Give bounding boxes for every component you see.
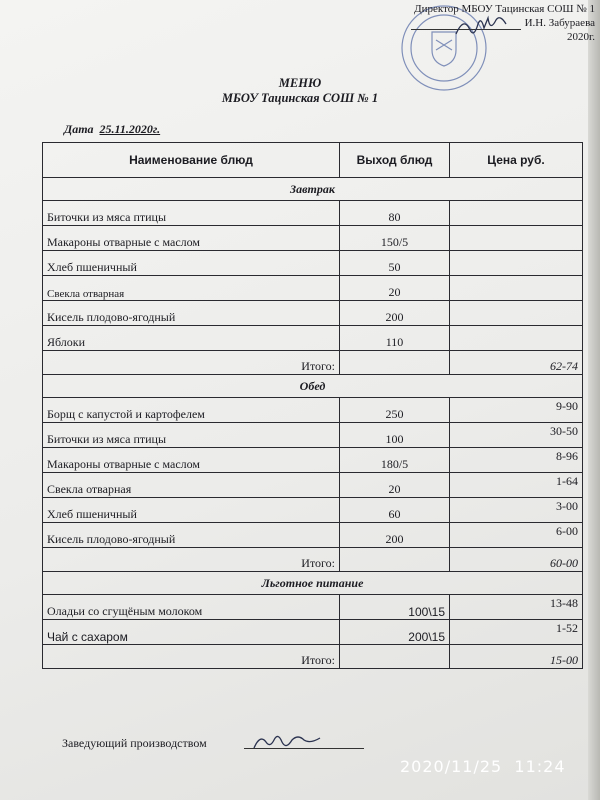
dish-qty: 60 [340, 498, 450, 523]
dish-price: 9-90 [450, 398, 583, 423]
dish-qty: 200\15 [340, 620, 450, 645]
date-value: 25.11.2020г. [99, 122, 161, 136]
total-value: 60-00 [450, 548, 583, 572]
dish-name: Свекла отварная [43, 473, 340, 498]
section-title: Обед [43, 375, 583, 398]
menu-table [42, 142, 583, 669]
section-row-lunch [43, 375, 583, 398]
dish-price [450, 201, 583, 226]
section-row-breakfast [43, 178, 583, 201]
manager-signature-icon [250, 732, 330, 754]
table-row [43, 251, 583, 276]
dish-qty: 180/5 [340, 448, 450, 473]
dish-price: 13-48 [450, 595, 583, 620]
director-signature-icon [452, 14, 512, 42]
dish-price: 6-00 [450, 523, 583, 548]
dish-name: Макароны отварные с маслом [43, 448, 340, 473]
date-label: Дата [64, 122, 94, 136]
dish-qty: 150/5 [340, 226, 450, 251]
footer-label: Заведующий производством [62, 736, 207, 750]
dish-name: Кисель плодово-ягодный [43, 523, 340, 548]
approval-director: Директор МБОУ Тацинская СОШ № 1 [414, 3, 595, 15]
section-title: Льготное питание [43, 572, 583, 595]
photo-timestamp: 2020/11/25 11:24 [400, 757, 566, 776]
menu-title: МЕНЮ [278, 76, 322, 90]
table-row [43, 398, 583, 423]
dish-qty: 20 [340, 276, 450, 301]
dish-name: Макароны отварные с маслом [43, 226, 340, 251]
dish-price [450, 251, 583, 276]
dish-name: Борщ с капустой и картофелем [43, 398, 340, 423]
dish-qty: 200 [340, 301, 450, 326]
total-row [43, 548, 583, 572]
approval-director-name: И.Н. Забураева [524, 17, 595, 29]
dish-qty: 100\15 [340, 595, 450, 620]
total-row [43, 645, 583, 669]
dish-price: 30-50 [450, 423, 583, 448]
dish-price [450, 226, 583, 251]
table-row [43, 226, 583, 251]
dish-name: Кисель плодово-ягодный [43, 301, 340, 326]
dish-price [450, 301, 583, 326]
dish-price: 1-64 [450, 473, 583, 498]
dish-price [450, 326, 583, 351]
total-label: Итого: [43, 548, 340, 572]
date-line [64, 122, 160, 137]
dish-qty: 20 [340, 473, 450, 498]
dish-qty: 50 [340, 251, 450, 276]
total-qty-empty [340, 645, 450, 669]
col-qty-header: Выход блюд [340, 143, 450, 178]
dish-name: Свекла отварная [43, 276, 340, 301]
dish-name: Яблоки [43, 326, 340, 351]
table-row [43, 620, 583, 645]
dish-qty: 80 [340, 201, 450, 226]
col-name-header: Наименование блюд [43, 143, 340, 178]
dish-name: Чай с сахаром [43, 620, 340, 645]
table-row [43, 523, 583, 548]
total-value: 15-00 [450, 645, 583, 669]
total-label: Итого: [43, 645, 340, 669]
table-row [43, 301, 583, 326]
col-price-header: Цена руб. [450, 143, 583, 178]
total-qty-empty [340, 548, 450, 572]
dish-name: Оладьи со сгущёным молоком [43, 595, 340, 620]
dish-name: Биточки из мяса птицы [43, 201, 340, 226]
dish-price: 3-00 [450, 498, 583, 523]
table-row [43, 448, 583, 473]
table-row [43, 326, 583, 351]
paper-edge [588, 0, 600, 800]
dish-qty: 250 [340, 398, 450, 423]
dish-price: 8-96 [450, 448, 583, 473]
table-row [43, 473, 583, 498]
table-row [43, 276, 583, 301]
dish-qty: 200 [340, 523, 450, 548]
section-row-benefit [43, 572, 583, 595]
total-value: 62-74 [450, 351, 583, 375]
school-name: МБОУ Тацинская СОШ № 1 [221, 91, 379, 105]
dish-name: Биточки из мяса птицы [43, 423, 340, 448]
table-row [43, 498, 583, 523]
total-qty-empty [340, 351, 450, 375]
table-header-row [43, 143, 583, 178]
dish-name: Хлеб пшеничный [43, 498, 340, 523]
dish-price: 1-52 [450, 620, 583, 645]
table-row [43, 201, 583, 226]
total-row [43, 351, 583, 375]
table-row [43, 423, 583, 448]
dish-price [450, 276, 583, 301]
total-label: Итого: [43, 351, 340, 375]
dish-name: Хлеб пшеничный [43, 251, 340, 276]
approval-year: 2020г. [566, 31, 595, 43]
dish-qty: 100 [340, 423, 450, 448]
table-row [43, 595, 583, 620]
section-title: Завтрак [43, 178, 583, 201]
dish-qty: 110 [340, 326, 450, 351]
